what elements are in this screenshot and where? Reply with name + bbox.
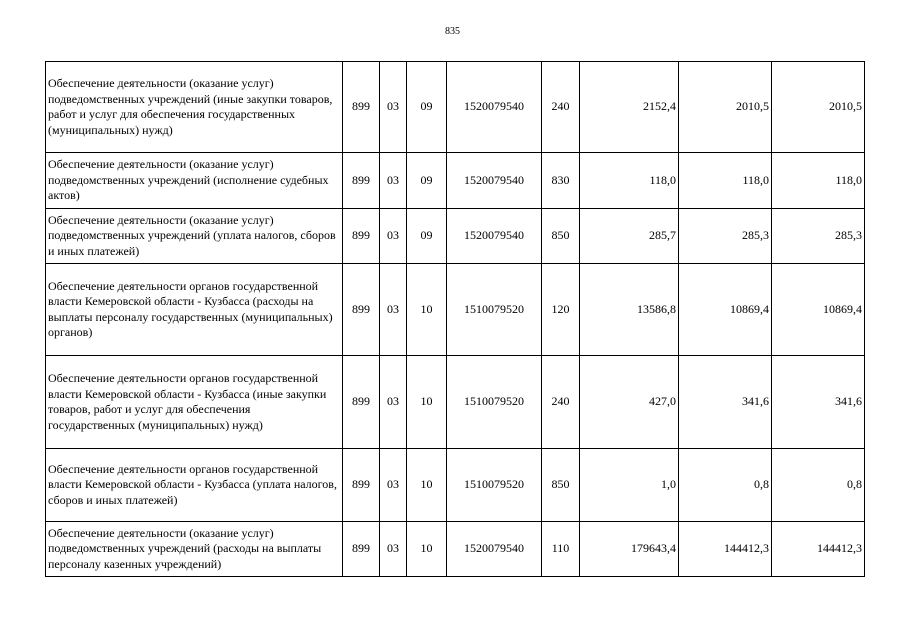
cell-subsection: 10 [407,264,447,356]
cell-section: 03 [380,522,407,577]
cell-amount-1: 285,7 [580,209,679,264]
cell-amount-1: 427,0 [580,356,679,449]
cell-expense-type: 110 [542,522,580,577]
cell-grbs: 899 [343,62,380,153]
cell-subsection: 09 [407,153,447,209]
cell-subsection: 09 [407,209,447,264]
cell-amount-2: 2010,5 [679,62,772,153]
page-number: 835 [445,26,460,37]
cell-grbs: 899 [343,356,380,449]
cell-amount-1: 1,0 [580,449,679,522]
table-row [46,449,865,522]
cell-amount-1: 2152,4 [580,62,679,153]
cell-target-article: 1520079540 [447,153,542,209]
cell-section: 03 [380,153,407,209]
table-row [46,62,865,153]
cell-amount-1: 179643,4 [580,522,679,577]
cell-expense-type: 850 [542,449,580,522]
cell-target-article: 1510079520 [447,449,542,522]
cell-amount-1: 13586,8 [580,264,679,356]
cell-amount-3: 118,0 [772,153,865,209]
cell-amount-1: 118,0 [580,153,679,209]
cell-grbs: 899 [343,209,380,264]
cell-expense-type: 240 [542,356,580,449]
cell-section: 03 [380,264,407,356]
cell-subsection: 09 [407,62,447,153]
cell-section: 03 [380,62,407,153]
cell-name: Обеспечение деятельности (оказание услуг) подведомственных учреждений (уплата налогов, сборов и иных платежей) [46,209,343,264]
cell-grbs: 899 [343,153,380,209]
cell-amount-3: 2010,5 [772,62,865,153]
cell-target-article: 1510079520 [447,356,542,449]
cell-name: Обеспечение деятельности органов государственной власти Кемеровской области - Кузбасса (расходы на выплаты персоналу государственных (муниципальных) органов) [46,264,343,356]
table-row [46,264,865,356]
cell-name: Обеспечение деятельности органов государственной власти Кемеровской области - Кузбасса (уплата налогов, сборов и иных платежей) [46,449,343,522]
cell-target-article: 1520079540 [447,209,542,264]
cell-name: Обеспечение деятельности (оказание услуг) подведомственных учреждений (исполнение судебных актов) [46,153,343,209]
cell-subsection: 10 [407,356,447,449]
budget-table [45,61,865,577]
cell-grbs: 899 [343,522,380,577]
table-row [46,522,865,577]
cell-section: 03 [380,209,407,264]
table-row [46,209,865,264]
cell-amount-2: 341,6 [679,356,772,449]
cell-amount-2: 285,3 [679,209,772,264]
cell-target-article: 1520079540 [447,62,542,153]
cell-amount-3: 341,6 [772,356,865,449]
cell-name: Обеспечение деятельности органов государственной власти Кемеровской области - Кузбасса (иные закупки товаров, работ и услуг для обеспечения государственных (муниципальных) нужд) [46,356,343,449]
cell-expense-type: 240 [542,62,580,153]
cell-target-article: 1510079520 [447,264,542,356]
cell-subsection: 10 [407,449,447,522]
cell-target-article: 1520079540 [447,522,542,577]
cell-expense-type: 830 [542,153,580,209]
cell-amount-3: 0,8 [772,449,865,522]
cell-amount-3: 285,3 [772,209,865,264]
table-row [46,153,865,209]
cell-section: 03 [380,356,407,449]
cell-expense-type: 850 [542,209,580,264]
cell-grbs: 899 [343,449,380,522]
cell-amount-3: 10869,4 [772,264,865,356]
cell-name: Обеспечение деятельности (оказание услуг) подведомственных учреждений (иные закупки товаров, работ и услуг для обеспечения государственных (муниципальных) нужд) [46,62,343,153]
cell-amount-2: 10869,4 [679,264,772,356]
cell-section: 03 [380,449,407,522]
cell-amount-2: 118,0 [679,153,772,209]
cell-subsection: 10 [407,522,447,577]
cell-grbs: 899 [343,264,380,356]
cell-amount-3: 144412,3 [772,522,865,577]
cell-expense-type: 120 [542,264,580,356]
cell-name: Обеспечение деятельности (оказание услуг) подведомственных учреждений (расходы на выплаты персоналу казенных учреждений) [46,522,343,577]
cell-amount-2: 0,8 [679,449,772,522]
cell-amount-2: 144412,3 [679,522,772,577]
table-row [46,356,865,449]
